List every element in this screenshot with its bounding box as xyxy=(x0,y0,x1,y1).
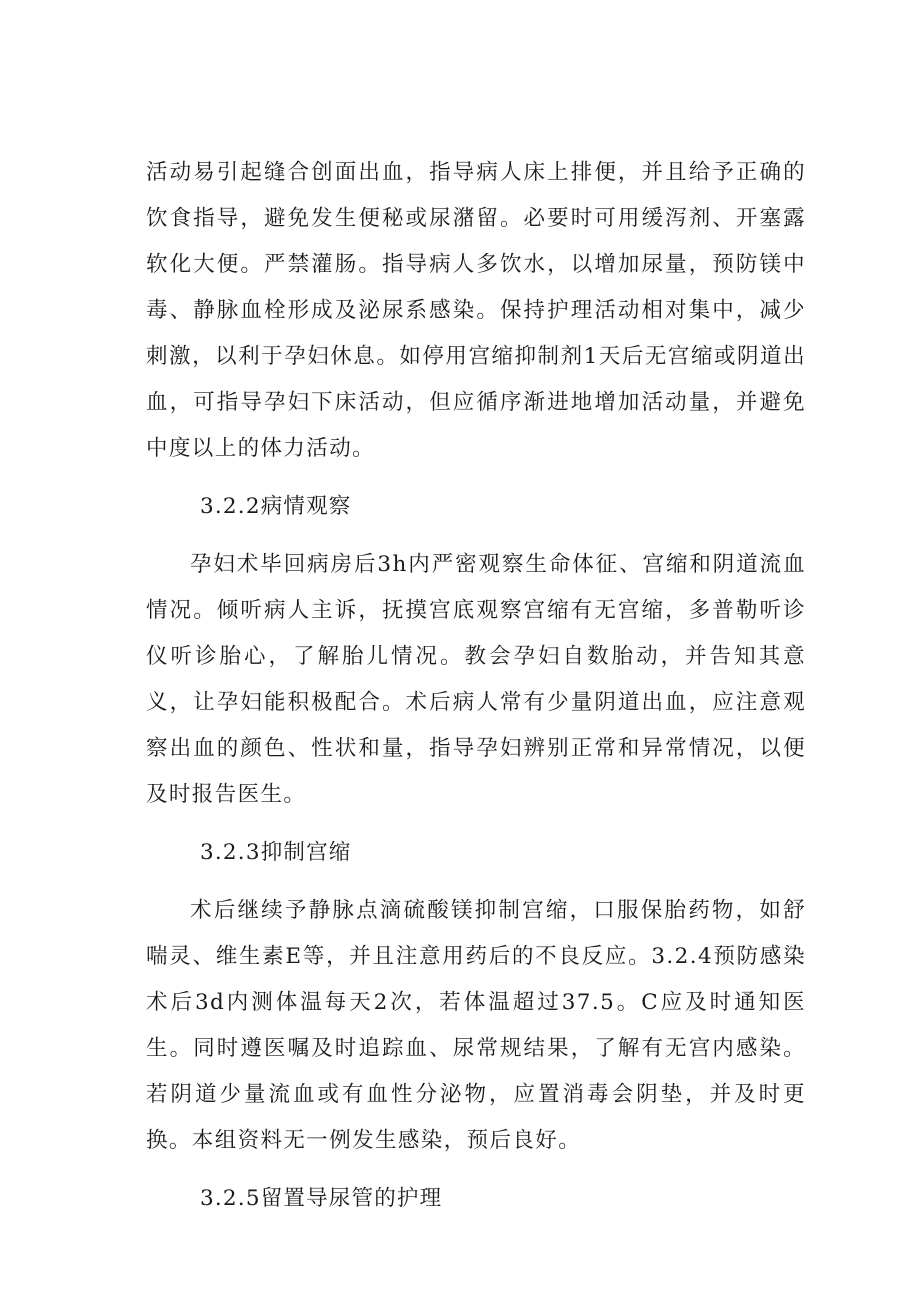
heading-catheter-care: 3.2.5留置导尿管的护理 xyxy=(200,1186,443,1211)
document-body xyxy=(146,150,806,1222)
heading-condition-observation: 3.2.2病情观察 xyxy=(200,494,352,519)
paragraph-condition-observation: 孕妇术毕回病房后3h内严密观察生命体征、宫缩和阴道流血情况。倾听病人主诉，抚摸宫底观察宫缩有无宫缩，多普勒听诊仪听诊胎心，了解胎儿情况。教会孕妇自数胎动，并告知其意义，让孕妇能积极配合。术后病人常有少量阴道出血，应注意观察出血的颜色、性状和量，指导孕妇辨别正常和异常情况，以便及时报告医生。 xyxy=(146,552,806,807)
paragraph-activity-guidance: 活动易引起缝合创面出血，指导病人床上排便，并且给予正确的饮食指导，避免发生便秘或尿潴留。必要时可用缓泻剂、开塞露软化大便。严禁灌肠。指导病人多饮水，以增加尿量，预防镁中毒、静脉血栓形成及泌尿系感染。保持护理活动相对集中，减少刺激，以利于孕妇休息。如停用宫缩抑制剂1天后无宫缩或阴道出血，可指导孕妇下床活动，但应循序渐进地增加活动量，并避免中度以上的体力活动。 xyxy=(146,160,806,461)
heading-contraction-inhibition: 3.2.3抑制宫缩 xyxy=(200,840,352,865)
paragraph-contraction-inhibition: 术后继续予静脉点滴硫酸镁抑制宫缩，口服保胎药物，如舒喘灵、维生素E等，并且注意用药后的不良反应。3.2.4预防感染术后3d内测体温每天2次，若体温超过37.5。C应及时通知医生。同时遵医嘱及时追踪血、尿常规结果，了解有无宫内感染。若阴道少量流血或有血性分泌物，应置消毒会阴垫，并及时更换。本组资料无一例发生感染，预后良好。 xyxy=(146,898,806,1153)
